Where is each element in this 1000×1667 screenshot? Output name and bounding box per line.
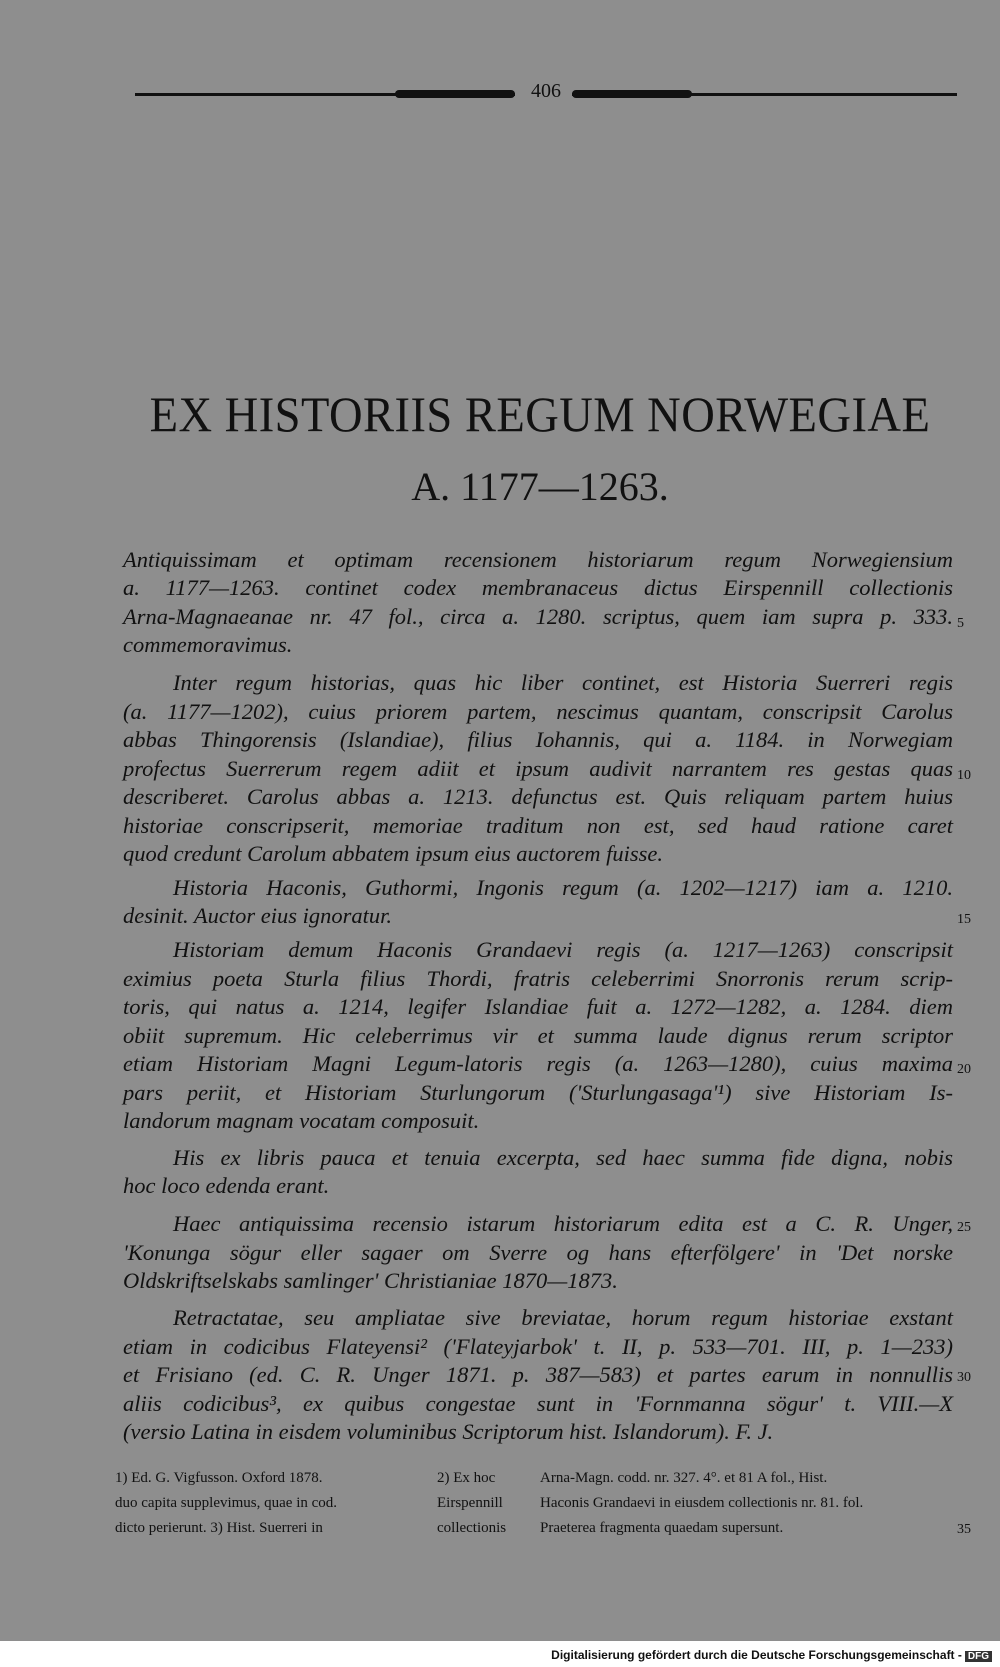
dfg-logo: DFG bbox=[965, 1651, 992, 1662]
line-number: 35 bbox=[957, 1522, 971, 1537]
text-line: historiae conscripserit, memoriae traditum non est, sed haud ratione caret bbox=[123, 813, 953, 838]
text-line: His ex libris pauca et tenuia excerpta, sed haec summa fide digna, nobis bbox=[173, 1145, 953, 1170]
text-line: obiit supremum. Hic celeberrimus vir et summa laude dignus rerum scriptor bbox=[123, 1023, 953, 1048]
text-line: commemoravimus. bbox=[123, 632, 293, 657]
footnote-line: 2) Ex hoc bbox=[437, 1470, 496, 1486]
text-line: aliis codicibus³, ex quibus congestae sunt in 'Fornmanna sögur' t. VIII.—X bbox=[123, 1391, 953, 1416]
text-line: Retractatae, seu ampliatae sive breviatae, horum regum historiae exstant bbox=[173, 1305, 953, 1330]
header-rule-left bbox=[135, 93, 515, 96]
footnote-line: Haconis Grandaevi in eiusdem collectionis nr. 81. fol. bbox=[540, 1495, 864, 1511]
text-line: et Frisiano (ed. C. R. Unger 1871. p. 387—583) et partes earum in nonnullis bbox=[123, 1362, 953, 1387]
line-number: 20 bbox=[957, 1062, 971, 1077]
text-line: etiam Historiam Magni Legum-latoris regis (a. 1263—1280), cuius maxima bbox=[123, 1051, 953, 1076]
page-title: EX HISTORIIS REGUM NORWEGIAE bbox=[149, 386, 931, 442]
text-line: Oldskriftselskabs samlinger' Christianiae 1870—1873. bbox=[123, 1268, 618, 1293]
text-line: profectus Suerrerum regem adiit et ipsum audivit narrantem res gestas quas bbox=[123, 756, 953, 781]
dfg-footer bbox=[551, 1648, 992, 1662]
text-line: hoc loco edenda erant. bbox=[123, 1173, 330, 1198]
text-line: Historia Haconis, Guthormi, Ingonis regum (a. 1202—1217) iam a. 1210. bbox=[173, 875, 953, 900]
text-line: abbas Thingorensis (Islandiae), filius Iohannis, qui a. 1184. in Norwegiam bbox=[123, 727, 953, 752]
text-line: Antiquissimam et optimam recensionem historiarum regum Norwegiensium bbox=[123, 547, 953, 572]
text-line: etiam in codicibus Flateyensi² ('Flateyjarbok' t. II, p. 533—701. III, p. 1—233) bbox=[123, 1334, 953, 1359]
text-line: (versio Latina in eisdem voluminibus Scriptorum hist. Islandorum). F. J. bbox=[123, 1419, 774, 1444]
text-line: 'Konunga sögur eller sagaer om Sverre og hans efterfölgere' in 'Det norske bbox=[123, 1240, 953, 1265]
text-line: (a. 1177—1202), cuius priorem partem, nescimus quantam, conscripsit Carolus bbox=[123, 699, 953, 724]
text-line: describeret. Carolus abbas a. 1213. defunctus est. Quis reliquam partem huius bbox=[123, 784, 953, 809]
text-line: Inter regum historias, quas hic liber continet, est Historia Suerreri regis bbox=[173, 670, 953, 695]
footnote-line: collectionis bbox=[437, 1520, 507, 1536]
footnote-line: 1) Ed. G. Vigfusson. Oxford 1878. bbox=[115, 1470, 323, 1486]
header-rule-right bbox=[572, 93, 957, 96]
footnote-line: duo capita supplevimus, quae in cod. bbox=[115, 1495, 338, 1511]
footer-text: Digitalisierung gefördert durch die Deutsche Forschungsgemeinschaft - bbox=[551, 1648, 962, 1662]
text-line: Haec antiquissima recensio istarum historiarum edita est a C. R. Unger, bbox=[173, 1211, 953, 1236]
footnote-line: dicto perierunt. 3) Hist. Suerreri in bbox=[115, 1520, 323, 1536]
text-line: desinit. Auctor eius ignoratur. bbox=[123, 903, 392, 928]
text-line: pars periit, et Historiam Sturlungorum ('Sturlungasaga'¹) sive Historiam Is- bbox=[123, 1080, 953, 1105]
text-line: eximius poeta Sturla filius Thordi, fratris celeberrimi Snorronis rerum scrip- bbox=[123, 966, 953, 991]
line-number: 5 bbox=[957, 616, 964, 631]
text-line: Historiam demum Haconis Grandaevi regis (a. 1217—1263) conscripsit bbox=[173, 937, 953, 962]
line-number: 30 bbox=[957, 1370, 971, 1385]
line-number: 25 bbox=[957, 1220, 971, 1235]
footnote-line: Praeterea fragmenta quaedam supersunt. bbox=[540, 1520, 784, 1536]
text-line: a. 1177—1263. continet codex membranaceus dictus Eirspennill collectionis bbox=[123, 575, 953, 600]
line-number: 15 bbox=[957, 912, 971, 927]
text-line: landorum magnam vocatam composuit. bbox=[123, 1108, 480, 1133]
text-line: toris, qui natus a. 1214, legifer Islandiae fuit a. 1272—1282, a. 1284. diem bbox=[123, 994, 953, 1019]
text-line: Arna-Magnaeanae nr. 47 fol., circa a. 1280. scriptus, quem iam supra p. 333. bbox=[123, 604, 953, 629]
page-subtitle: A. 1177—1263. bbox=[411, 464, 669, 509]
footnote-line: Arna-Magn. codd. nr. 327. 4°. et 81 A fol., Hist. bbox=[540, 1470, 828, 1486]
text-line: quod credunt Carolum abbatem ipsum eius auctorem fuisse. bbox=[123, 841, 663, 866]
footnote-line: Eirspennill bbox=[437, 1495, 503, 1511]
line-number: 10 bbox=[957, 768, 971, 783]
page-number: 406 bbox=[531, 80, 561, 102]
